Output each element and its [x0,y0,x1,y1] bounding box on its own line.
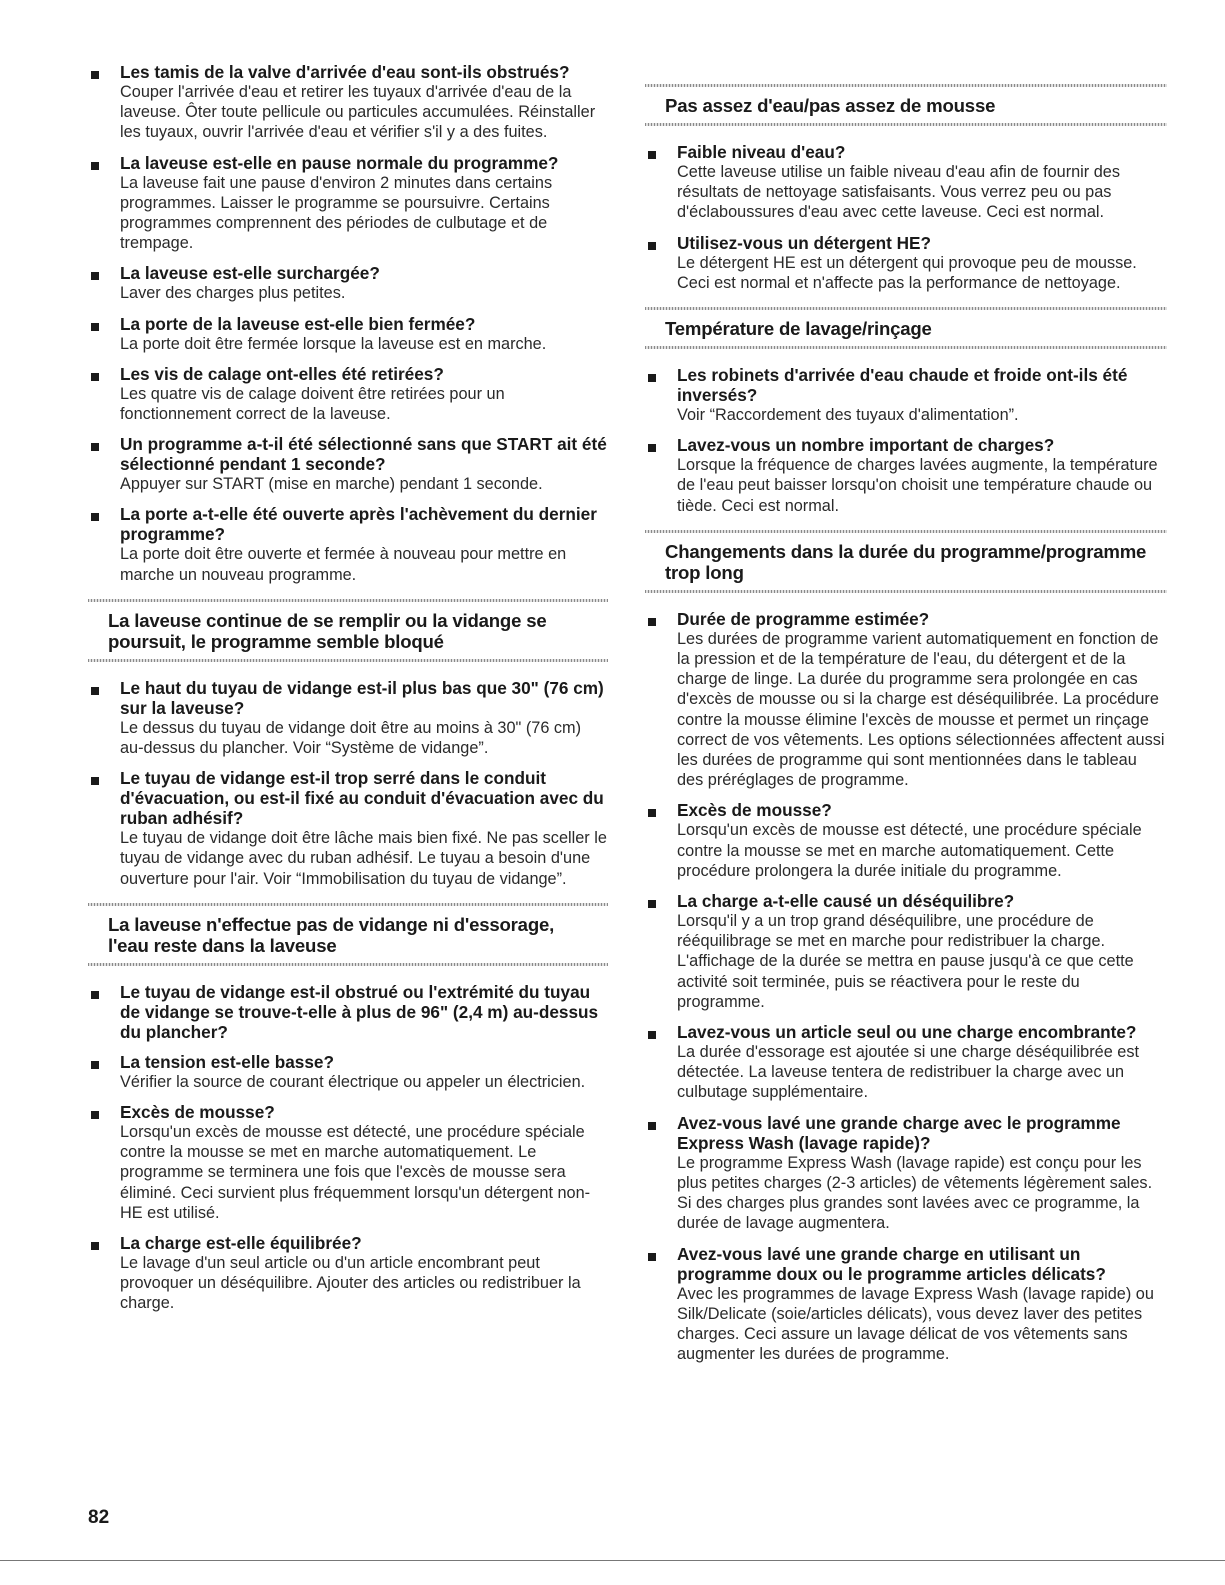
item-answer: Couper l'arrivée d'eau et retirer les tuyaux d'arrivée d'eau de la laveuse. Ôter toute pellicule ou particules accumulées. Réinstaller les tuyaux, ouvrir l'arrivée d'eau et vérifier s'il y a des fuites. [120,83,596,142]
section-divider [88,659,608,662]
item-question: Durée de programme estimée? [677,608,930,629]
square-bullet-icon [91,991,99,999]
item-answer: La porte doit être ouverte et fermée à nouveau pour mettre en marche un nouveau programme. [120,545,567,584]
square-bullet-icon [91,1111,99,1119]
item-answer: Le détergent HE est un détergent qui provoque peu de mousse. Ceci est normal et n'affecte pas la performance de nettoyage. [677,253,1137,292]
item-answer: Avec les programmes de lavage Express Wash (lavage rapide) ou Silk/Delicate (soie/articles délicats), vous devez laver des petites charges. Ceci assure un lavage délicat de vos vêtements sans augmenter les durées de programme. [677,1284,1154,1364]
section-heading-block [645,530,1167,593]
page-number: 82 [88,1507,110,1528]
item-answer: Lorsque la fréquence de charges lavées augmente, la température de l'eau peut baisser lorsqu'on choisit une température chaude ou tiède. Ceci est normal. [677,456,1158,515]
square-bullet-icon [91,162,99,170]
item-question: Le tuyau de vidange est-il obstrué ou l'extrémité du tuyau de vidange se trouve-t-elle à plus de 96" (2,4 m) au-dessus du plancher? [120,981,599,1042]
square-bullet-icon [648,618,656,626]
square-bullet-icon [91,513,99,521]
square-bullet-icon [648,151,656,159]
item-question: Utilisez-vous un détergent HE? [677,232,932,253]
item-answer: Vérifier la source de courant électrique ou appeler un électricien. [120,1072,586,1091]
item-question: La laveuse est-elle en pause normale du programme? [120,152,559,173]
section-divider [645,590,1167,593]
square-bullet-icon [648,374,656,382]
item-question: Excès de mousse? [120,1102,275,1123]
troubleshooting-item [88,1052,608,1092]
item-question: Avez-vous lavé une grande charge en utilisant un programme doux ou le programme articles délicats? [677,1243,1106,1284]
item-answer: La durée d'essorage est ajoutée si une charge déséquilibrée est détectée. La laveuse tentera de redistribuer la charge avec un culbutage supplémentaire. [677,1043,1140,1102]
square-bullet-icon [648,809,656,817]
item-question: La tension est-elle basse? [120,1051,334,1072]
item-question: Lavez-vous un article seul ou une charge encombrante? [677,1022,1137,1043]
item-answer: Le lavage d'un seul article ou d'un article encombrant peut provoquer un déséquilibre. Ajouter des articles ou redistribuer la charge. [120,1254,581,1313]
square-bullet-icon [648,444,656,452]
section-heading-block [645,307,1167,349]
right-column [645,70,1167,1374]
troubleshooting-item [88,768,608,889]
section-heading-block [645,84,1167,126]
item-question: La laveuse est-elle surchargée? [120,263,380,284]
section-heading-block [88,903,608,966]
troubleshooting-item [88,434,608,494]
square-bullet-icon [91,443,99,451]
section-heading: Température de lavage/rinçage [665,318,932,340]
square-bullet-icon [91,1061,99,1069]
square-bullet-icon [91,777,99,785]
square-bullet-icon [648,900,656,908]
square-bullet-icon [91,373,99,381]
troubleshooting-item [88,364,608,424]
troubleshooting-item [88,263,608,303]
square-bullet-icon [91,71,99,79]
troubleshooting-item [645,1113,1167,1234]
item-answer: Le dessus du tuyau de vidange doit être au moins à 30" (76 cm) au-dessus du plancher. Voir “Système de vidange”. [120,718,582,758]
item-answer: Cette laveuse utilise un faible niveau d'eau afin de fournir des résultats de nettoyage satisfaisants. Vous verrez peu ou pas d'éclaboussures d'eau avec cette laveuse. Ceci est normal. [677,163,1120,222]
troubleshooting-item [88,1102,608,1223]
square-bullet-icon [91,272,99,280]
item-question: Le haut du tuyau de vidange est-il plus bas que 30" (76 cm) sur la laveuse? [120,677,604,718]
item-question: Un programme a-t-il été sélectionné sans que START ait été sélectionné pendant 1 seconde? [120,434,607,475]
section-divider [88,963,608,966]
square-bullet-icon [91,323,99,331]
square-bullet-icon [648,1031,656,1039]
item-question: Les tamis de la valve d'arrivée d'eau sont-ils obstrués? [120,62,570,82]
troubleshooting-item [88,678,608,758]
section-heading-block [88,599,608,662]
troubleshooting-item [645,891,1167,1012]
troubleshooting-item [88,62,608,143]
troubleshooting-item [88,982,608,1042]
item-question: Lavez-vous un nombre important de charges? [677,435,1055,456]
item-answer: Le programme Express Wash (lavage rapide) est conçu pour les plus petites charges (2-3 articles) de vêtements légèrement sales. Si des charges plus grandes sont lavées avec ce programme, la durée de lavage augmentera. [677,1153,1153,1233]
troubleshooting-item [88,153,608,254]
item-question: Excès de mousse? [677,800,832,821]
troubleshooting-item [645,1022,1167,1103]
troubleshooting-item [88,504,608,584]
section-divider [645,346,1167,349]
square-bullet-icon [648,1253,656,1261]
item-answer: Laver des charges plus petites. [120,284,346,303]
item-answer: La laveuse fait une pause d'environ 2 minutes dans certains programmes. Laisser le programme se poursuivre. Certains programmes comprennent des périodes de culbutage et de trempage. [120,173,553,253]
item-question: La porte de la laveuse est-elle bien fermée? [120,313,476,334]
troubleshooting-item [645,365,1167,425]
item-answer: La porte doit être fermée lorsque la laveuse est en marche. [120,334,547,353]
item-question: Avez-vous lavé une grande charge avec le programme Express Wash (lavage rapide)? [677,1112,1121,1153]
item-answer: Le tuyau de vidange doit être lâche mais bien fixé. Ne pas sceller le tuyau de vidange avec du ruban adhésif. Le tuyau a besoin d'une ouverture pour l'air. Voir “Immobilisation du tuyau de vidange”. [120,829,607,888]
item-question: La porte a-t-elle été ouverte après l'achèvement du dernier programme? [120,504,597,545]
square-bullet-icon [648,242,656,250]
item-question: Les vis de calage ont-elles été retirées? [120,363,444,384]
item-answer: Les quatre vis de calage doivent être retirées pour un fonctionnement correct de la laveuse. [120,384,505,424]
troubleshooting-item [645,1244,1167,1365]
square-bullet-icon [91,1242,99,1250]
item-question: Les robinets d'arrivée d'eau chaude et froide ont-ils été inversés? [677,365,1128,406]
left-column [88,62,608,1324]
item-answer: Les durées de programme varient automatiquement en fonction de la pression et de la température de l'eau, du détergent et de la charge de linge. La durée du programme sera prolongée en cas d'excès de mousse ou si la charge est déséquilibrée. La procédure contre la mousse élimine l'excès de mousse et permet un rinçage correct de vos vêtements. Les options sélectionnées affectent aussi les durées de programme qui sont mentionnées dans le tableau des préréglages de programme. [677,629,1165,790]
item-answer: Lorsqu'il y a un trop grand déséquilibre, une procédure de rééquilibrage se met en marche pour redistribuer la charge. L'affichage de la durée se mettra en pause jusqu'à ce que cette activité soit terminée, puis se réactivera pour le reste du programme. [677,912,1134,1011]
item-question: Faible niveau d'eau? [677,142,846,162]
item-answer: Appuyer sur START (mise en marche) pendant 1 seconde. [120,475,543,494]
square-bullet-icon [648,1122,656,1130]
item-question: Le tuyau de vidange est-il trop serré dans le conduit d'évacuation, ou est-il fixé au conduit d'évacuation avec du ruban adhésif? [120,768,604,829]
troubleshooting-item [645,435,1167,516]
item-answer: Lorsqu'un excès de mousse est détecté, une procédure spéciale contre la mousse se met en marche automatiquement. Le programme se terminera une fois que l'excès de mousse sera éliminé. Ceci survient plus fréquemment lorsqu'un détergent non-HE est utilisé. [120,1123,591,1222]
section-heading: La laveuse n'effectue pas de vidange ni d'essorage, l'eau reste dans la laveuse [108,913,555,956]
section-heading: La laveuse continue de se remplir ou la vidange se poursuit, le programme semble bloqué [108,609,547,652]
item-question: La charge est-elle équilibrée? [120,1233,362,1254]
troubleshooting-item [645,609,1167,791]
section-divider [645,123,1167,126]
square-bullet-icon [91,687,99,695]
item-answer: Voir “Raccordement des tuyaux d'alimentation”. [677,406,1019,425]
section-heading: Pas assez d'eau/pas assez de mousse [665,95,996,116]
troubleshooting-item [645,233,1167,293]
item-answer: Lorsqu'un excès de mousse est détecté, une procédure spéciale contre la mousse se met en marche automatiquement. Cette procédure prolongera la durée initiale du programme. [677,821,1142,880]
item-question: La charge a-t-elle causé un déséquilibre? [677,891,1015,912]
bottom-divider [0,1560,1225,1561]
troubleshooting-item [88,314,608,354]
troubleshooting-item [645,800,1167,881]
section-heading: Changements dans la durée du programme/programme trop long [665,540,1147,583]
troubleshooting-item [88,1233,608,1314]
troubleshooting-item [645,142,1167,223]
